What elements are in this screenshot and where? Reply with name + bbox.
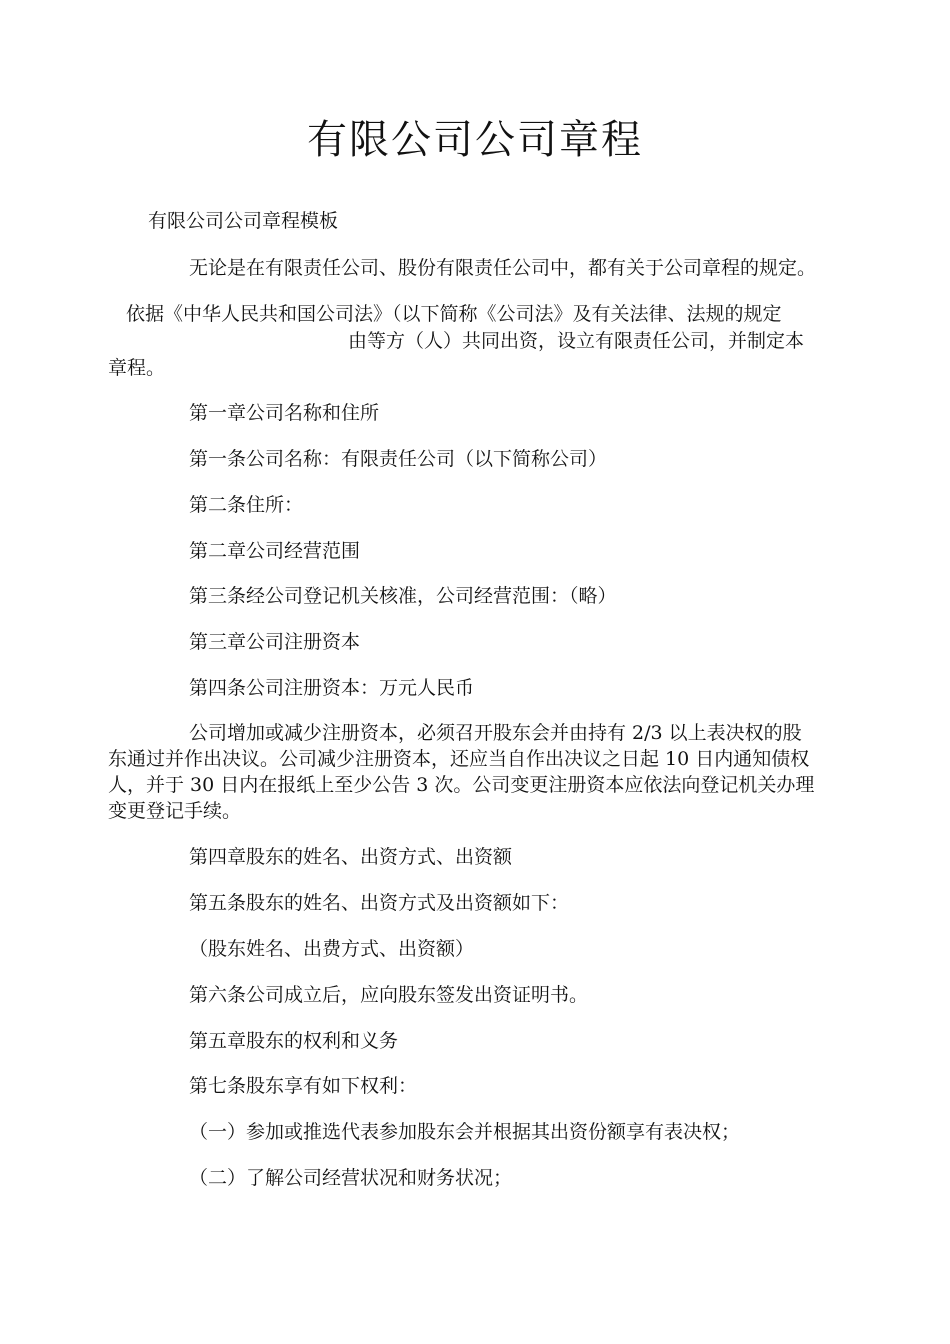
article-5: 第五条股东的姓名、出资方式及出资额如下：: [189, 892, 570, 914]
article-2: 第二条住所：: [189, 494, 304, 516]
capital-paragraph-line-4: 变更登记手续。: [108, 800, 242, 822]
chapter-1-heading: 第一章公司名称和住所: [189, 402, 380, 424]
article-3: 第三条经公司登记机关核准，公司经营范围：（略）: [189, 585, 617, 607]
shareholder-note: （股东姓名、出费方式、出资额）: [189, 938, 475, 960]
basis-line-3: 章程。: [108, 357, 166, 379]
document-title: 有限公司公司章程: [307, 117, 643, 163]
article-7: 第七条股东享有如下权利：: [189, 1075, 418, 1097]
capital-paragraph-line-3: 人，并于 30 日内在报纸上至少公告 3 次。公司变更注册资本应依法向登记机关办理: [108, 774, 815, 796]
right-item-2: （二）了解公司经营状况和财务状况；: [189, 1167, 513, 1189]
article-6: 第六条公司成立后，应向股东签发出资证明书。: [189, 984, 589, 1006]
basis-line-1: 依据《中华人民共和国公司法》（以下简称《公司法》及有关法律、法规的规定: [126, 303, 782, 325]
article-1: 第一条公司名称：有限责任公司（以下简称公司）: [189, 448, 608, 470]
document-subtitle: 有限公司公司章程模板: [148, 210, 339, 232]
chapter-4-heading: 第四章股东的姓名、出资方式、出资额: [189, 846, 513, 868]
basis-line-2: 由等方（人）共同出资，设立有限责任公司，并制定本: [348, 330, 805, 352]
chapter-2-heading: 第二章公司经营范围: [189, 540, 361, 562]
article-4: 第四条公司注册资本：万元人民币: [189, 677, 475, 699]
capital-paragraph-line-2: 东通过并作出决议。公司减少注册资本，还应当自作出决议之日起 10 日内通知债权: [108, 748, 810, 770]
chapter-5-heading: 第五章股东的权利和义务: [189, 1030, 399, 1052]
right-item-1: （一）参加或推选代表参加股东会并根据其出资份额享有表决权；: [189, 1121, 741, 1143]
chapter-3-heading: 第三章公司注册资本: [189, 631, 361, 653]
capital-paragraph-line-1: 公司增加或减少注册资本，必须召开股东会并由持有 2/3 以上表决权的股: [189, 722, 802, 744]
intro-paragraph: 无论是在有限责任公司、股份有限责任公司中，都有关于公司章程的规定。: [189, 257, 817, 279]
